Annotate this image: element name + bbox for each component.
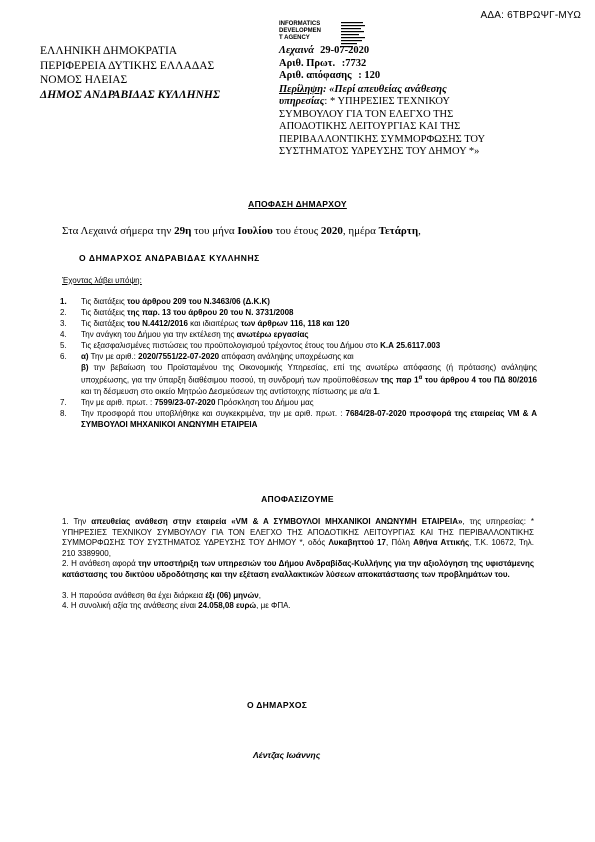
decision-bold: έξι (06) μηνών: [205, 590, 259, 600]
decision-item: [62, 591, 534, 602]
intro-weekday: Τετάρτη: [378, 225, 419, 237]
list-item-bold: της παρ. 13 του άρθρου 20 του Ν. 3731/2008: [127, 308, 294, 317]
protocol-number: :7732: [341, 57, 367, 69]
list-item: [60, 318, 537, 329]
list-item-bold: των άρθρων 116, 118 και 120: [240, 319, 350, 328]
list-item-text: και τη δέσμευση στο οικείο Μητρώο Δεσμεύσεων της αντίστοιχης πίστωσης με α/α: [81, 386, 374, 396]
decision-item: [62, 559, 534, 580]
list-item-text: Τις διατάξεις: [81, 319, 125, 328]
decision-text: , της υπηρεσίας: * ΥΠΗΡΕΣΙΕΣ ΤΕΧΝΙΚΟΥ ΣΥΜΒΟΥΛΟΥ ΓΙΑ ΤΟΝ ΕΛΕΓΧΟ ΤΗΣ ΑΠΟΔΟΤΙΚΗΣ ΛΕΙΤΟΥΡΓΙΑΣ ΚΑΙ ΤΗΣ ΠΕΡΙΒΑΛΛΟΝΤΙΚΗΣ ΣΥΜΜΟΡΦΩΣΗΣ ΤΟΥ ΣΥΣΤΗΜΑΤΟΣ ΥΔΡΕΥΣΗΣ ΤΟΥ ΔΗΜΟΥ *, οδός: [62, 517, 534, 548]
list-item-bold: του άρθρου 4 του ΠΔ 80/2016: [422, 375, 538, 385]
list-item-bold: 2020/7551/22-07-2020: [138, 352, 220, 361]
list-item-bold: 7599/23-07-2020: [154, 397, 216, 407]
list-item-text: Τις διατάξεις: [81, 297, 125, 306]
list-item-bold: 1: [373, 386, 378, 396]
list-item-text: .: [377, 386, 381, 396]
considering-text: Έχοντας λάβει υπόψη:: [62, 276, 142, 285]
issuer-block: [40, 44, 220, 102]
list-item-text: Πρόσκληση του Δήμου μας: [215, 397, 314, 407]
list-item-bold: β): [81, 363, 89, 372]
document-date: 29-07-2020: [320, 45, 370, 56]
decision-heading: ΑΠΟΦΑΣΙΖΟΥΜΕ: [261, 494, 334, 504]
decision-bold: Λυκαβηττού 17: [328, 538, 386, 548]
decision-text: ,: [108, 548, 111, 558]
protocol-row: [279, 58, 559, 71]
intro-line: [62, 225, 421, 237]
list-item-number: 7.: [60, 397, 67, 407]
intro-text: ,: [418, 225, 421, 237]
subject-block: [279, 84, 559, 159]
decision-number-label: Αριθ. απόφασης: [279, 70, 352, 81]
list-item-text: την βεβαίωση του Προϊσταμένου της Οικονομικής Υπηρεσίας, επί της ανωτέρω απόφασης (ή πρότασης) ανάληψης υποχρέωσης, για την ύπαρξη διαθέσιμου ποσού, τη συνδρομή των προϋποθέσεων: [81, 363, 537, 385]
list-item-number: 6.: [60, 352, 67, 361]
considerations-list: [60, 296, 537, 430]
list-item: [60, 351, 537, 397]
list-item-bold: της παρ 1: [380, 375, 419, 385]
decision-text: 4. Η συνολική αξία της ανάθεσης είναι: [62, 601, 199, 611]
list-item: [60, 408, 537, 430]
decision-bold: την υποστήριξη των υπηρεσιών του Δήμου Ανδραβίδας-Κυλλήνης για την αξιολόγηση της υφιστάμενης κατάστασης του δικτύου υδροδότησης και την εξέταση εναλλακτικών λύσεων αποκατάστασης των προβλημάτων του.: [62, 559, 534, 579]
list-item-bold: του Ν.4412/2016: [127, 319, 188, 328]
subject-text: : «Περί απευθείας ανάθεσης: [323, 83, 447, 95]
document-title-text: ΑΠΟΦΑΣΗ ΔΗΜΑΡΧΟΥ: [248, 199, 347, 209]
decision-text: 1. Την: [62, 517, 92, 526]
list-item-number: 1.: [60, 297, 67, 306]
issuer-prefecture: ΝΟΜΟΣ ΗΛΕΙΑΣ: [40, 74, 128, 86]
subject-label: Περίληψη: [279, 83, 323, 95]
stamp-line: T AGENCY: [279, 35, 310, 41]
informatics-agency-stamp: [279, 21, 341, 42]
decision-number: : 120: [358, 70, 381, 81]
list-item-text: απόφαση ανάληψης υποχρέωσης και: [219, 352, 354, 361]
subject-text: υπηρεσίας: [279, 96, 325, 107]
ada-code: ΑΔΑ: 6ΤΒΡΩΨΓ-ΜΥΩ: [480, 10, 581, 21]
mayor-heading: Ο ΔΗΜΑΡΧΟΣ ΑΝΔΡΑΒΙΔΑΣ ΚΥΛΛΗΝΗΣ: [79, 253, 260, 263]
decision-item: [62, 517, 534, 559]
list-item: [60, 340, 537, 351]
decision-bold: 24.058,08 ευρώ: [198, 601, 257, 611]
document-title: [0, 199, 595, 209]
place-label: Λεχαινά: [279, 45, 315, 56]
closing-title: Ο ΔΗΜΑΡΧΟΣ: [247, 700, 308, 710]
intro-text: , ημέρα: [342, 225, 379, 237]
considering-label: [62, 276, 142, 285]
decision-number-row: [279, 70, 559, 83]
list-item-bold: 7684/28-07-2020 προσφορά της εταιρείας VM & A ΣΥΜΒΟΥΛΟΙ ΜΗΧΑΝΙΚΟΙ ΑΝΩΝΥΜΗ ΕΤΑΙΡΕΙΑ: [81, 408, 537, 429]
list-item-superscript: α: [418, 375, 423, 381]
date-row: [279, 45, 559, 58]
decision-bold: απευθείας ανάθεση στην εταιρεία «VM & A ΣΥΜΒΟΥΛΟΙ ΜΗΧΑΝΙΚΟΙ ΑΝΩΝΥΜΗ ΕΤΑΙΡΕΙΑ»: [91, 517, 463, 526]
decisions-list: [62, 517, 534, 612]
list-item-text: Τις εξασφαλισμένες πιστώσεις του προϋπολογισμού τρέχοντος έτους του Δήμου στο: [81, 341, 378, 350]
list-item-text: Την ανάγκη του Δήμου για την εκτέλεση της: [81, 330, 235, 339]
issuer-region: ΠΕΡΙΦΕΡΕΙΑ ΔΥΤΙΚΗΣ ΕΛΛΑΔΑΣ: [40, 59, 215, 72]
intro-year: 2020: [320, 225, 343, 237]
list-item-text: Την προσφορά που υποβλήθηκε και συγκεκριμένα, την με αριθ. πρωτ. :: [81, 408, 346, 418]
list-item: [60, 307, 537, 318]
subject-text: : * ΥΠΗΡΕΣΙΕΣ ΤΕΧΝΙΚΟΥ: [324, 96, 451, 107]
list-item-bold: α): [81, 352, 89, 361]
intro-month: Ιουλίου: [237, 225, 273, 237]
list-item-bold: Κ.Α 25.6117.003: [380, 341, 441, 350]
list-item-number: 5.: [60, 341, 67, 350]
signatory-name: Λέντζας Ιωάννης: [253, 750, 321, 760]
list-item-number: 4.: [60, 330, 67, 339]
stamp-line: INFORMATICS: [279, 21, 321, 27]
list-item-text: και ιδιαιτέρως: [187, 319, 239, 328]
intro-text: του μήνα: [191, 225, 238, 237]
list-item-text: Τις διατάξεις: [81, 308, 125, 317]
decision-text: , Τ.Κ. 10672, Τηλ. 210 3389900: [62, 538, 534, 558]
stamp-line: DEVELOPMEN: [279, 28, 322, 34]
subject-text: ΣΥΜΒΟΥΛΟΥ ΓΙΑ ΤΟΝ ΕΛΕΓΧΟ ΤΗΣ: [279, 108, 454, 120]
decision-bold: Αθήνα Αττικής: [413, 538, 470, 548]
decision-text: 2. Η ανάθεση αφορά: [62, 559, 139, 569]
list-item-text: Την με αριθ.:: [88, 352, 139, 361]
list-item-number: 2.: [60, 308, 67, 317]
issuer-municipality: ΔΗΜΟΣ ΑΝΔΡΑΒΙΔΑΣ ΚΥΛΛΗΝΗΣ: [40, 88, 220, 101]
list-item-number: 8.: [60, 408, 67, 418]
intro-text: του έτους: [272, 225, 321, 237]
intro-day: 29η: [174, 225, 192, 237]
subject-text: ΑΠΟΔΟΤΙΚΗΣ ΛΕΙΤΟΥΡΓΙΑΣ ΚΑΙ ΤΗΣ: [279, 121, 461, 132]
list-item-text: Την με αριθ. πρωτ. :: [81, 397, 155, 407]
list-item-number: 3.: [60, 319, 67, 328]
decision-text: ,: [258, 590, 261, 600]
decision-text: , Πόλη: [385, 538, 414, 548]
protocol-label: Αριθ. Πρωτ.: [279, 57, 336, 69]
list-item-bold: του άρθρου 209 του Ν.3463/06 (Δ.Κ.Κ): [127, 297, 270, 306]
list-item-bold: ανωτέρω εργασίας: [236, 330, 309, 339]
subject-text: ΣΥΣΤΗΜΑΤΟΣ ΥΔΡΕΥΣΗΣ ΤΟΥ ΔΗΜΟΥ *»: [279, 146, 480, 157]
decision-item: [62, 601, 534, 612]
decision-text: , με ΦΠΑ.: [256, 601, 291, 611]
intro-text: Στα Λεχαινά σήμερα την: [62, 225, 175, 237]
list-item: [60, 397, 537, 408]
list-item: [60, 296, 537, 307]
list-item: [60, 329, 537, 340]
decision-text: 3. Η παρούσα ανάθεση θα έχει διάρκεια: [62, 590, 206, 600]
reference-block: [279, 45, 559, 159]
subject-text: ΠΕΡΙΒΑΛΛΟΝΤΙΚΗΣ ΣΥΜΜΟΡΦΩΣΗΣ ΤΟΥ: [279, 133, 486, 145]
issuer-country: ΕΛΛΗΝΙΚΗ ΔΗΜΟΚΡΑΤΙΑ: [40, 45, 178, 57]
